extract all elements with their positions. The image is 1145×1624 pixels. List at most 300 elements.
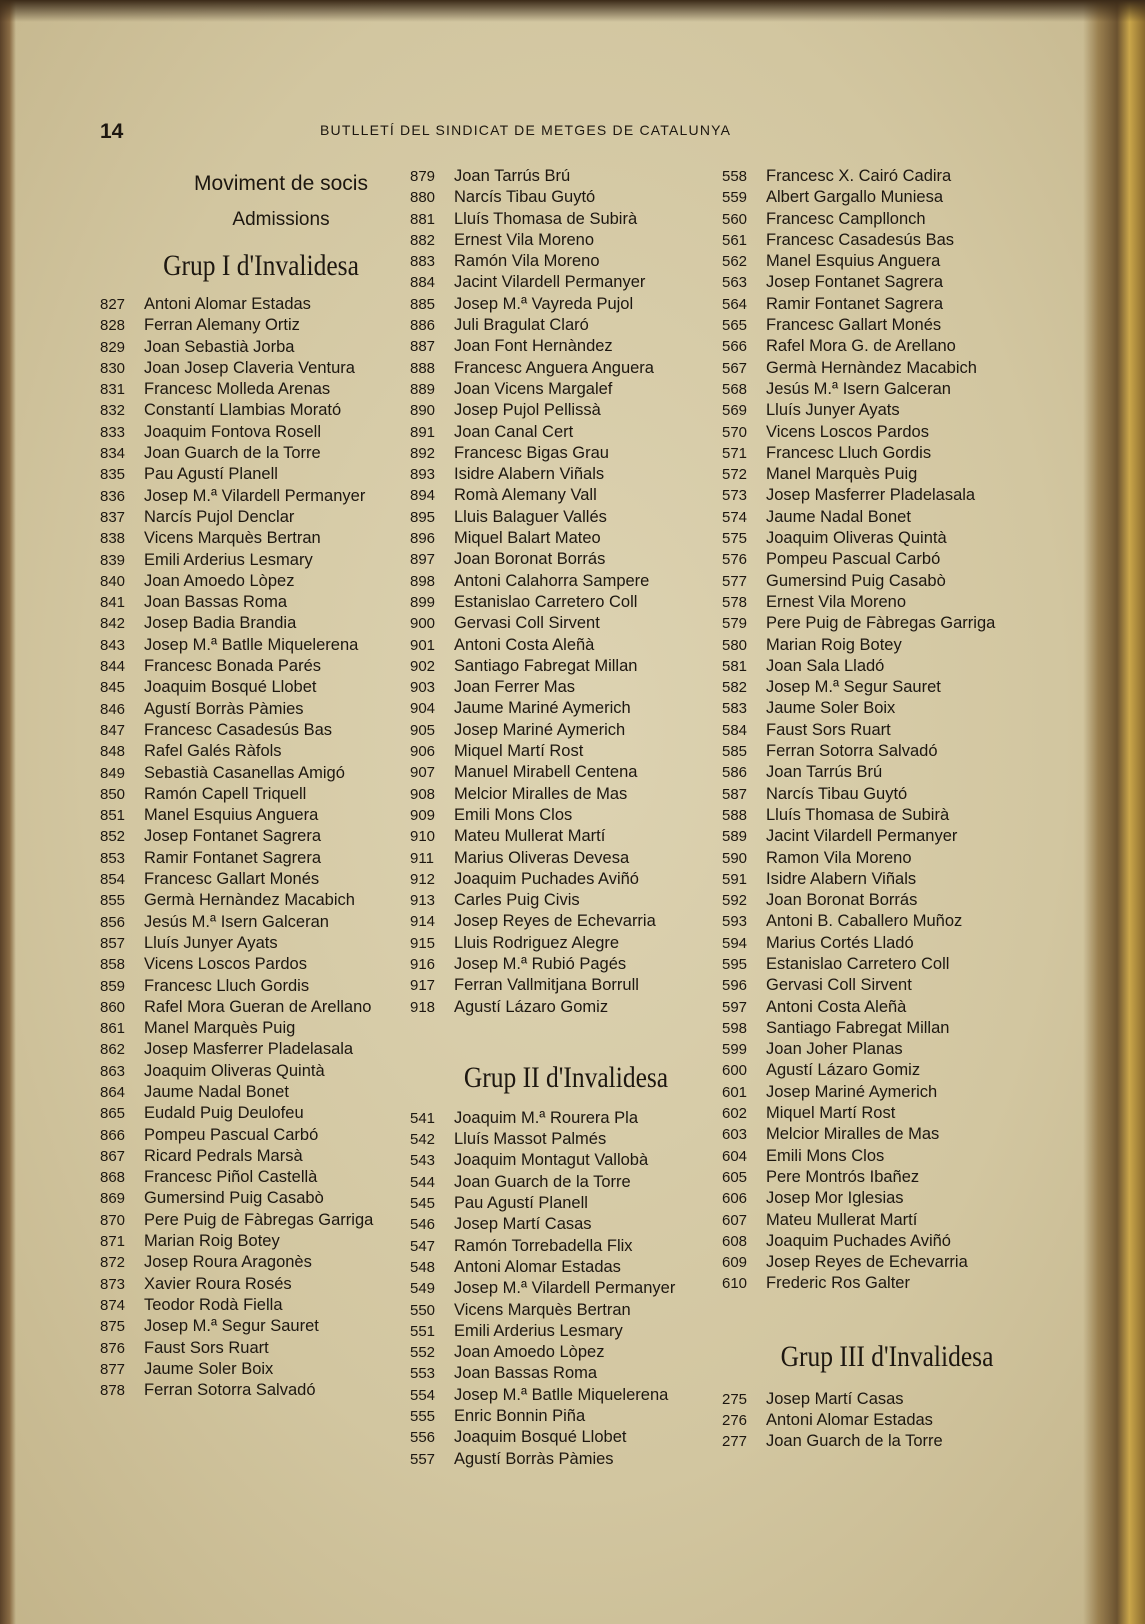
list-item xyxy=(100,1082,422,1103)
member-number: 564 xyxy=(722,295,748,313)
member-number: 896 xyxy=(410,530,436,548)
member-list xyxy=(722,166,1052,1295)
list-item xyxy=(410,698,722,719)
member-number: 877 xyxy=(100,1360,126,1378)
member-name: Francesc Campllonch xyxy=(766,209,926,228)
member-name: Antoni Costa Aleñà xyxy=(766,997,907,1016)
member-name: Frederic Ros Galter xyxy=(766,1274,910,1293)
list-item xyxy=(100,422,422,443)
list-item xyxy=(410,1406,722,1427)
member-number: 872 xyxy=(100,1254,126,1272)
member-number: 864 xyxy=(100,1083,126,1101)
list-item xyxy=(722,464,1052,485)
member-name: Francesc Molleda Arenas xyxy=(144,380,331,399)
member-number: 586 xyxy=(722,764,748,782)
list-item xyxy=(410,230,722,251)
list-item xyxy=(100,464,422,485)
list-item xyxy=(100,954,422,975)
member-number: 570 xyxy=(722,423,748,441)
list-item xyxy=(410,997,722,1018)
member-number: 590 xyxy=(722,849,748,867)
member-number: 882 xyxy=(410,231,436,249)
list-item xyxy=(100,1295,422,1316)
list-item xyxy=(100,528,422,549)
member-name: Agustí Borràs Pàmies xyxy=(454,1449,614,1468)
member-name: Marian Roig Botey xyxy=(766,635,902,654)
member-number: 866 xyxy=(100,1126,126,1144)
member-number: 900 xyxy=(410,615,436,633)
member-name: Rafel Galés Ràfols xyxy=(144,742,282,761)
member-name: Josep Fontanet Sagrera xyxy=(144,827,322,846)
member-number: 578 xyxy=(722,593,748,611)
member-number: 582 xyxy=(722,679,748,697)
list-item xyxy=(722,997,1052,1018)
member-number: 548 xyxy=(410,1258,436,1276)
list-item xyxy=(100,805,422,826)
list-item xyxy=(100,997,422,1018)
list-item xyxy=(722,656,1052,677)
list-item xyxy=(100,1231,422,1252)
member-name: Josep Reyes de Echevarria xyxy=(454,912,656,931)
page-right-edge xyxy=(1083,0,1145,1624)
member-number: 608 xyxy=(722,1232,748,1250)
list-item xyxy=(410,975,722,996)
member-number: 602 xyxy=(722,1105,748,1123)
member-name: Eudald Puig Deulofeu xyxy=(144,1104,304,1123)
member-number: 884 xyxy=(410,274,436,292)
member-number: 609 xyxy=(722,1254,748,1272)
member-number: 891 xyxy=(410,423,436,441)
member-name: Lluís Junyer Ayats xyxy=(144,933,278,952)
list-item xyxy=(100,294,422,315)
member-number: 915 xyxy=(410,934,436,952)
member-name: Juli Bragulat Claró xyxy=(454,316,589,335)
list-item xyxy=(100,933,422,954)
member-name: Joaquim Oliveras Quintà xyxy=(144,1061,325,1080)
list-item xyxy=(100,1274,422,1295)
member-number: 857 xyxy=(100,934,126,952)
member-name: Josep Masferrer Pladelasala xyxy=(144,1040,354,1059)
member-number: 832 xyxy=(100,402,126,420)
member-name: Teodor Rodà Fiella xyxy=(144,1295,283,1314)
list-item xyxy=(410,1427,722,1448)
list-item xyxy=(410,187,722,208)
list-item xyxy=(722,571,1052,592)
list-item xyxy=(410,400,722,421)
member-number: 568 xyxy=(722,380,748,398)
member-name: Antoni Alomar Estadas xyxy=(144,295,311,313)
left-column xyxy=(100,170,422,1401)
member-name: Isidre Alabern Viñals xyxy=(454,465,605,484)
member-number: 827 xyxy=(100,296,126,313)
list-item xyxy=(722,1103,1052,1124)
member-number: 565 xyxy=(722,317,748,335)
member-number: 595 xyxy=(722,955,748,973)
member-name: Mateu Mullerat Martí xyxy=(766,1210,918,1229)
list-item xyxy=(722,1082,1052,1103)
member-name: Sebastià Casanellas Amigó xyxy=(144,763,345,782)
member-name: Joaquim Puchades Aviñó xyxy=(766,1231,951,1250)
list-item xyxy=(410,762,722,783)
list-item xyxy=(410,848,722,869)
member-number: 889 xyxy=(410,380,436,398)
member-name: Pau Agustí Planell xyxy=(144,465,278,484)
member-name: Joan Tarrús Brú xyxy=(454,167,571,185)
list-item xyxy=(722,933,1052,954)
member-name: Francesc Bonada Parés xyxy=(144,657,322,676)
member-name: Joan Josep Claveria Ventura xyxy=(144,358,355,377)
member-name: Josep Fontanet Sagrera xyxy=(766,273,944,292)
member-number: 851 xyxy=(100,807,126,825)
member-name: Francesc Lluch Gordis xyxy=(766,443,932,462)
member-name: Josep Badia Brandia xyxy=(144,614,297,633)
list-item xyxy=(410,1214,722,1235)
member-number: 913 xyxy=(410,892,436,910)
member-name: Rafel Mora Gueran de Arellano xyxy=(144,997,372,1016)
member-name: Santiago Fabregat Millan xyxy=(766,1018,950,1037)
list-item xyxy=(410,1193,722,1214)
member-number: 554 xyxy=(410,1386,436,1404)
member-name: Joan Sebastià Jorba xyxy=(144,337,295,356)
subsection-title: Admissions xyxy=(232,209,330,230)
list-item xyxy=(410,209,722,230)
list-item xyxy=(100,635,422,656)
member-number: 581 xyxy=(722,657,748,675)
list-item xyxy=(722,549,1052,570)
member-number: 591 xyxy=(722,870,748,888)
member-number: 853 xyxy=(100,849,126,867)
member-name: Josep Pujol Pellissà xyxy=(454,401,601,420)
list-item xyxy=(410,1150,722,1171)
member-number: 839 xyxy=(100,551,126,569)
member-number: 601 xyxy=(722,1083,748,1101)
member-name: Melcior Miralles de Mas xyxy=(454,784,628,803)
list-item xyxy=(100,1039,422,1060)
member-name: Francesc Casadesús Bas xyxy=(766,230,955,249)
member-number: 847 xyxy=(100,721,126,739)
member-number: 563 xyxy=(722,274,748,292)
member-number: 881 xyxy=(410,210,436,228)
list-item xyxy=(100,869,422,890)
list-item xyxy=(722,869,1052,890)
member-number: 834 xyxy=(100,445,126,463)
list-item xyxy=(100,912,422,933)
list-item xyxy=(722,400,1052,421)
member-name: Josep Martí Casas xyxy=(766,1389,904,1408)
list-item xyxy=(722,911,1052,932)
member-name: Emili Mons Clos xyxy=(454,805,573,824)
member-name: Josep M.ª Segur Sauret xyxy=(144,1317,319,1336)
member-number: 598 xyxy=(722,1019,748,1037)
list-item xyxy=(410,1449,722,1470)
list-item xyxy=(410,933,722,954)
member-name: Josep M.ª Batlle Miquelerena xyxy=(144,635,359,654)
member-name: Joaquim Bosqué Llobet xyxy=(454,1428,627,1447)
member-number: 571 xyxy=(722,444,748,462)
member-number: 833 xyxy=(100,423,126,441)
member-number: 905 xyxy=(410,721,436,739)
member-name: Germà Hernàndez Macabich xyxy=(144,891,355,910)
member-number: 886 xyxy=(410,317,436,335)
member-name: Ferran Vallmitjana Borrull xyxy=(454,976,639,995)
member-name: Enric Bonnin Piña xyxy=(454,1407,586,1426)
member-name: Joan Sala Lladó xyxy=(766,656,885,675)
member-number: 908 xyxy=(410,785,436,803)
list-item xyxy=(100,677,422,698)
member-number: 871 xyxy=(100,1233,126,1251)
member-name: Gumersind Puig Casabò xyxy=(766,571,946,590)
member-name: Narcís Tibau Guytó xyxy=(454,188,596,207)
member-name: Agustí Borràs Pàmies xyxy=(144,699,304,718)
list-item xyxy=(722,1252,1052,1273)
member-name: Josep M.ª Rubió Pagés xyxy=(454,954,627,973)
member-name: Constantí Llambias Morató xyxy=(144,401,342,420)
member-number: 572 xyxy=(722,466,748,484)
list-item xyxy=(410,635,722,656)
member-number: 901 xyxy=(410,636,436,654)
member-number: 903 xyxy=(410,679,436,697)
member-name: Miquel Balart Mateo xyxy=(454,529,601,548)
list-item xyxy=(722,272,1052,293)
member-name: Jaume Soler Boix xyxy=(766,699,896,718)
member-name: Francesc Bigas Grau xyxy=(454,443,609,462)
member-name: Emili Mons Clos xyxy=(766,1146,885,1165)
member-number: 584 xyxy=(722,721,748,739)
member-name: Jaume Nadal Bonet xyxy=(144,1082,289,1101)
member-number: 546 xyxy=(410,1216,436,1234)
member-name: Lluís Thomasa de Subirà xyxy=(454,209,638,228)
member-number: 555 xyxy=(410,1408,436,1426)
page-header xyxy=(0,118,1145,148)
list-item xyxy=(100,571,422,592)
list-item xyxy=(100,358,422,379)
list-item xyxy=(100,379,422,400)
member-number: 874 xyxy=(100,1296,126,1314)
member-name: Lluis Balaguer Vallés xyxy=(454,507,607,526)
list-item xyxy=(722,1389,1052,1410)
member-name: Isidre Alabern Viñals xyxy=(766,869,917,888)
member-number: 859 xyxy=(100,977,126,995)
member-number: 888 xyxy=(410,359,436,377)
member-number: 603 xyxy=(722,1126,748,1144)
member-number: 873 xyxy=(100,1275,126,1293)
member-name: Manel Marquès Puig xyxy=(144,1019,296,1038)
list-item xyxy=(722,890,1052,911)
member-name: Joan Amoedo Lòpez xyxy=(144,571,295,590)
member-number: 561 xyxy=(722,231,748,249)
member-name: Marius Cortés Lladó xyxy=(766,933,914,952)
list-item xyxy=(100,613,422,634)
list-item xyxy=(410,272,722,293)
member-number: 543 xyxy=(410,1152,436,1170)
member-name: Vicens Loscos Pardos xyxy=(144,955,307,974)
member-name: Josep Reyes de Echevarria xyxy=(766,1253,968,1272)
member-name: Josep Mariné Aymerich xyxy=(766,1082,938,1101)
list-item xyxy=(410,485,722,506)
member-name: Ernest Vila Moreno xyxy=(454,230,595,249)
list-item xyxy=(100,592,422,613)
member-name: Ramón Vila Moreno xyxy=(454,252,600,271)
member-name: Josep Mor Iglesias xyxy=(766,1189,904,1208)
member-name: Manel Esquius Anguera xyxy=(766,252,941,271)
member-number: 600 xyxy=(722,1062,748,1080)
list-item xyxy=(722,507,1052,528)
list-item xyxy=(722,336,1052,357)
list-item xyxy=(410,1363,722,1384)
list-item xyxy=(722,698,1052,719)
member-number: 875 xyxy=(100,1318,126,1336)
member-name: Xavier Roura Rosés xyxy=(144,1274,292,1293)
member-name: Antoni Alomar Estadas xyxy=(454,1257,621,1276)
list-item xyxy=(722,528,1052,549)
member-name: Ernest Vila Moreno xyxy=(766,592,907,611)
member-name: Agustí Lázaro Gomiz xyxy=(454,997,609,1016)
list-item xyxy=(100,443,422,464)
list-item xyxy=(410,613,722,634)
member-name: Jesús M.ª Isern Galceran xyxy=(766,379,951,398)
list-item xyxy=(722,485,1052,506)
group-title-3: Grup III d'Invalidesa xyxy=(780,1339,994,1373)
member-name: Francesc Lluch Gordis xyxy=(144,976,310,995)
member-name: Francesc Piñol Castellà xyxy=(144,1168,318,1187)
member-name: Josep M.ª Vayreda Pujol xyxy=(454,294,634,313)
list-item xyxy=(100,1146,422,1167)
list-item xyxy=(100,763,422,784)
member-number: 559 xyxy=(722,189,748,207)
member-name: Francesc Gallart Monés xyxy=(766,316,942,335)
list-item xyxy=(410,592,722,613)
member-name: Josep M.ª Vilardell Permanyer xyxy=(454,1279,676,1298)
member-number: 829 xyxy=(100,338,126,356)
member-number: 277 xyxy=(722,1433,748,1451)
list-item xyxy=(410,1300,722,1321)
list-item xyxy=(410,720,722,741)
member-name: Albert Gargallo Muniesa xyxy=(766,188,944,207)
member-number: 897 xyxy=(410,551,436,569)
list-item xyxy=(410,677,722,698)
list-item xyxy=(722,294,1052,315)
list-item xyxy=(722,187,1052,208)
member-number: 902 xyxy=(410,657,436,675)
member-name: Ramón Capell Triquell xyxy=(144,784,307,803)
member-name: Lluís Junyer Ayats xyxy=(766,401,900,420)
member-number: 912 xyxy=(410,870,436,888)
member-number: 566 xyxy=(722,338,748,356)
member-number: 275 xyxy=(722,1390,748,1408)
member-number: 840 xyxy=(100,572,126,590)
group-title-1: Grup I d'Invalidesa xyxy=(163,249,359,282)
member-number: 899 xyxy=(410,593,436,611)
member-number: 863 xyxy=(100,1062,126,1080)
member-number: 843 xyxy=(100,636,126,654)
member-name: Antoni Alomar Estadas xyxy=(766,1411,933,1430)
member-list xyxy=(410,166,722,1018)
list-item xyxy=(722,230,1052,251)
member-name: Manel Esquius Anguera xyxy=(144,806,319,825)
list-item xyxy=(100,1167,422,1188)
member-name: Jacint Vilardell Permanyer xyxy=(454,273,646,292)
member-number: 835 xyxy=(100,466,126,484)
member-name: Faust Sors Ruart xyxy=(766,720,891,739)
member-number: 585 xyxy=(722,743,748,761)
running-title: BUTLLETÍ DEL SINDICAT DE METGES DE CATALUNYA xyxy=(320,122,732,138)
member-name: Mateu Mullerat Martí xyxy=(454,827,606,846)
member-number: 588 xyxy=(722,806,748,824)
member-name: Joan Bassas Roma xyxy=(144,593,288,612)
list-item xyxy=(100,1103,422,1124)
member-name: Joan Boronat Borrás xyxy=(766,891,918,910)
member-number: 914 xyxy=(410,913,436,931)
member-number: 547 xyxy=(410,1237,436,1255)
middle-column xyxy=(410,166,722,1470)
member-number: 911 xyxy=(410,849,434,867)
member-number: 898 xyxy=(410,572,436,590)
list-item xyxy=(410,379,722,400)
list-item xyxy=(410,1321,722,1342)
member-number: 876 xyxy=(100,1339,126,1357)
list-item xyxy=(722,592,1052,613)
member-number: 573 xyxy=(722,487,748,505)
member-number: 880 xyxy=(410,189,436,207)
member-number: 828 xyxy=(100,317,126,335)
member-number: 831 xyxy=(100,381,126,399)
member-name: Josep M.ª Segur Sauret xyxy=(766,678,941,697)
member-number: 885 xyxy=(410,295,436,313)
list-item xyxy=(100,656,422,677)
member-name: Estanislao Carretero Coll xyxy=(454,592,638,611)
member-name: Josep Mariné Aymerich xyxy=(454,720,626,739)
list-item xyxy=(722,805,1052,826)
member-number: 848 xyxy=(100,743,126,761)
member-name: Joan Font Hernàndez xyxy=(454,337,613,356)
member-name: Narcís Pujol Denclar xyxy=(144,507,295,526)
list-item xyxy=(100,741,422,762)
member-number: 895 xyxy=(410,508,436,526)
member-number: 868 xyxy=(100,1169,126,1187)
member-number: 856 xyxy=(100,913,126,931)
member-number: 855 xyxy=(100,892,126,910)
member-name: Lluís Massot Palmés xyxy=(454,1130,607,1149)
member-name: Antoni Calahorra Sampere xyxy=(454,571,650,590)
list-item xyxy=(722,1167,1052,1188)
member-number: 918 xyxy=(410,998,436,1016)
member-number: 583 xyxy=(722,700,748,718)
list-item xyxy=(410,1108,722,1129)
member-number: 849 xyxy=(100,764,126,782)
list-item xyxy=(410,464,722,485)
member-number: 860 xyxy=(100,998,126,1016)
list-item xyxy=(722,251,1052,272)
member-number: 904 xyxy=(410,700,436,718)
list-item xyxy=(100,720,422,741)
list-item xyxy=(410,507,722,528)
member-name: Ramir Fontanet Sagrera xyxy=(766,294,943,313)
list-item xyxy=(100,1338,422,1359)
list-item xyxy=(410,358,722,379)
page-left-edge xyxy=(0,0,16,1624)
member-number: 549 xyxy=(410,1280,436,1298)
member-number: 542 xyxy=(410,1131,436,1149)
member-number: 846 xyxy=(100,700,126,718)
member-name: Joan Guarch de la Torre xyxy=(144,444,321,463)
member-number: 567 xyxy=(722,359,748,377)
member-number: 557 xyxy=(410,1450,436,1468)
member-number: 577 xyxy=(722,572,748,590)
member-name: Joaquim M.ª Rourera Pla xyxy=(454,1108,639,1127)
member-number: 893 xyxy=(410,466,436,484)
member-number: 844 xyxy=(100,658,126,676)
member-name: Lluís Thomasa de Subirà xyxy=(766,805,950,824)
